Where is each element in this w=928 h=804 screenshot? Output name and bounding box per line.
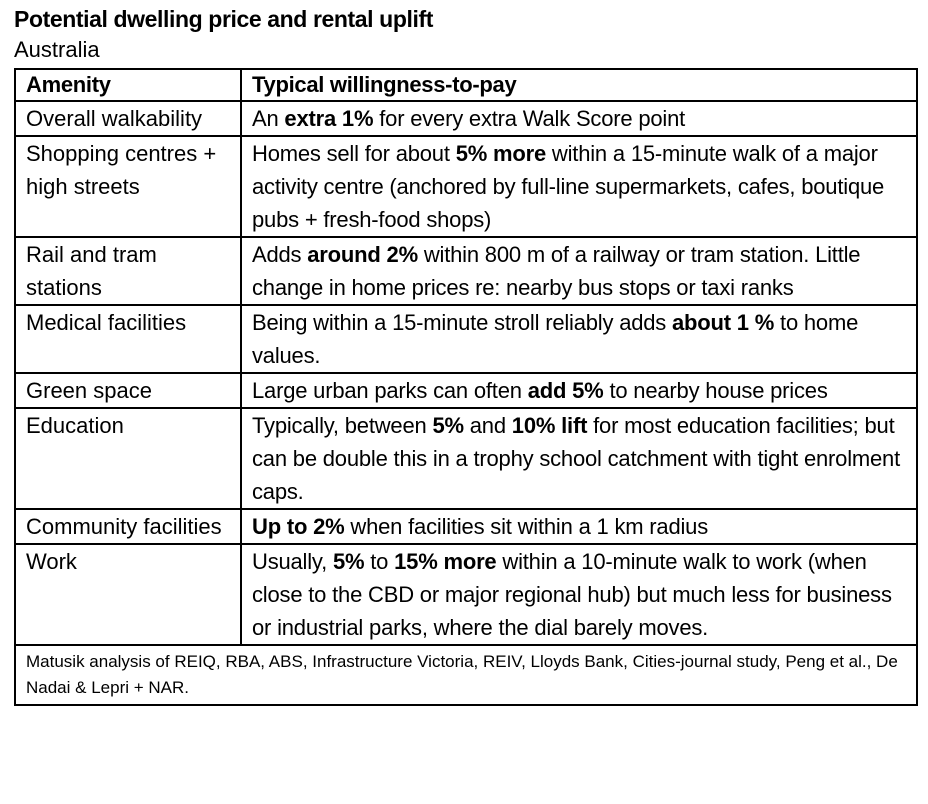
willingness-to-pay-cell bbox=[241, 509, 917, 544]
highlighted-value: 5% bbox=[432, 413, 464, 438]
willingness-to-pay-cell bbox=[241, 408, 917, 509]
page-subtitle: Australia bbox=[14, 37, 100, 62]
table-row bbox=[15, 544, 917, 645]
highlighted-value: 5% more bbox=[455, 141, 546, 166]
amenity-table bbox=[14, 68, 918, 706]
description-text: to home values. bbox=[252, 310, 859, 368]
amenity-cell: Rail and tram stations bbox=[15, 237, 241, 305]
description-text: and bbox=[463, 413, 512, 438]
willingness-to-pay-cell bbox=[241, 136, 917, 237]
source-row bbox=[15, 645, 917, 705]
highlighted-value: Up to 2% bbox=[252, 514, 345, 539]
column-header-willingness-to-pay: Typical willingness-to-pay bbox=[241, 69, 917, 101]
table-body bbox=[15, 101, 917, 645]
source-note: Matusik analysis of REIQ, RBA, ABS, Infrastructure Victoria, REIV, Lloyds Bank, Cities-journal study, Peng et al., De Nadai & Lepri + NAR. bbox=[15, 645, 917, 705]
highlighted-value: add 5% bbox=[527, 378, 604, 403]
description-text: within a 10-minute walk to work (when close to the CBD or major regional hub) but much less for business or industrial parks, where the dial barely moves. bbox=[252, 549, 892, 640]
description-text: Typically, between bbox=[252, 413, 433, 438]
highlighted-value: 5% bbox=[332, 549, 365, 574]
amenity-cell: Medical facilities bbox=[15, 305, 241, 373]
description-text: to nearby house prices bbox=[603, 378, 828, 403]
description-text: Homes sell for about bbox=[252, 141, 456, 166]
description-text: Being within a 15-minute stroll reliably adds bbox=[252, 310, 673, 335]
page-title: Potential dwelling price and rental uplift bbox=[14, 6, 433, 32]
amenity-cell: Community facilities bbox=[15, 509, 241, 544]
table-row bbox=[15, 509, 917, 544]
description-text: Adds bbox=[252, 242, 308, 267]
table-header-row bbox=[15, 69, 917, 101]
highlighted-value: 10% lift bbox=[511, 413, 588, 438]
amenity-cell: Shopping centres + high streets bbox=[15, 136, 241, 237]
willingness-to-pay-cell bbox=[241, 101, 917, 136]
table-row bbox=[15, 408, 917, 509]
willingness-to-pay-cell bbox=[241, 237, 917, 305]
column-header-amenity: Amenity bbox=[15, 69, 241, 101]
highlighted-value: around 2% bbox=[307, 242, 418, 267]
amenity-cell: Green space bbox=[15, 373, 241, 408]
description-text: An bbox=[252, 106, 285, 131]
table-row bbox=[15, 237, 917, 305]
description-text: within a 15-minute walk of a major activity centre (anchored by full-line supermarkets, cafes, boutique pubs + fresh-food shops) bbox=[252, 141, 885, 232]
description-text: for every extra Walk Score point bbox=[373, 106, 686, 131]
table-row bbox=[15, 101, 917, 136]
willingness-to-pay-cell bbox=[241, 305, 917, 373]
description-text: when facilities sit within a 1 km radius bbox=[344, 514, 709, 539]
highlighted-value: about 1 % bbox=[672, 310, 775, 335]
table-row bbox=[15, 305, 917, 373]
willingness-to-pay-cell bbox=[241, 544, 917, 645]
amenity-cell: Education bbox=[15, 408, 241, 509]
highlighted-value: 15% more bbox=[394, 549, 497, 574]
description-text: Large urban parks can often bbox=[252, 378, 528, 403]
amenity-cell: Overall walkability bbox=[15, 101, 241, 136]
description-text: to bbox=[364, 549, 395, 574]
table-row bbox=[15, 136, 917, 237]
description-text: for most education facilities; but can be double this in a trophy school catchment with tight enrolment caps. bbox=[252, 413, 901, 504]
table-row bbox=[15, 373, 917, 408]
amenity-cell: Work bbox=[15, 544, 241, 645]
description-text: within 800 m of a railway or tram station. Little change in home prices re: nearby bus stops or taxi ranks bbox=[252, 242, 861, 300]
willingness-to-pay-cell bbox=[241, 373, 917, 408]
highlighted-value: extra 1% bbox=[284, 106, 374, 131]
description-text: Usually, bbox=[252, 549, 333, 574]
